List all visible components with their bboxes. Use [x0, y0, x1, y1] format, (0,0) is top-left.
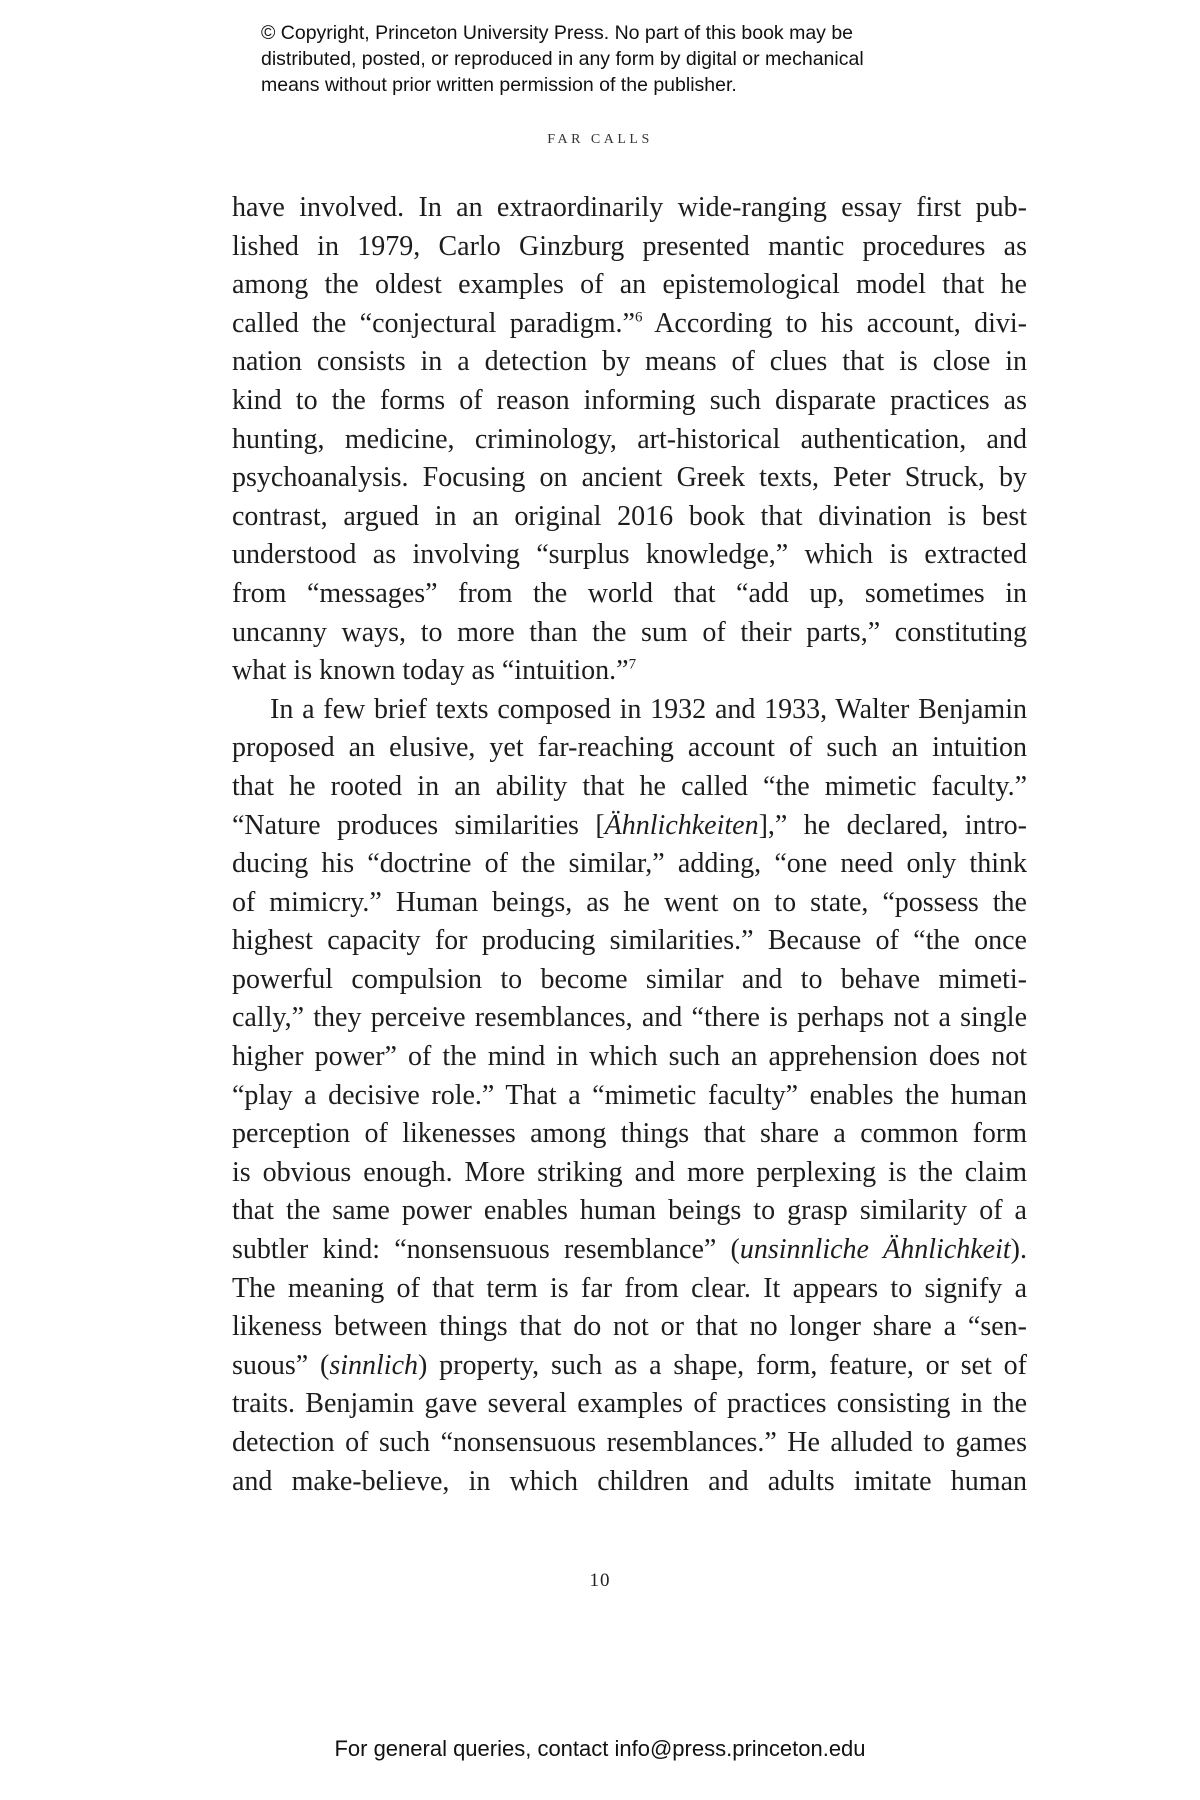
copyright-line: © Copyright, Princeton University Press. No part of this book may be	[261, 22, 854, 44]
text-line: proposed an elusive, yet far-reaching account of such an intuition	[232, 732, 1027, 764]
text-line: psychoanalysis. Focusing on ancient Greek texts, Peter Struck, by	[232, 462, 1027, 494]
text-line: ducing his “doctrine of the similar,” adding, “one need only think	[232, 848, 1027, 880]
italic-term: Ähnlichkeiten	[604, 809, 759, 841]
text-line: powerful compulsion to become similar and to behave mimeti-	[232, 963, 1027, 995]
text-line	[232, 807, 1027, 846]
page-number: 10	[589, 1570, 611, 1591]
text-line: higher power” of the mind in which such an apprehension does not	[232, 1041, 1027, 1073]
text-line: understood as involving “surplus knowledge,” which is extracted	[232, 539, 1027, 571]
text-line	[232, 305, 1027, 344]
running-head: FAR CALLS	[547, 132, 653, 147]
text-segment: subtler kind: “nonsensuous resemblance” (	[232, 1234, 740, 1266]
text-line: contrast, argued in an original 2016 book that divination is best	[232, 500, 1027, 532]
text-line	[232, 1231, 1027, 1270]
text-line: kind to the forms of reason informing such disparate practices as	[232, 384, 1027, 416]
text-line: cally,” they perceive resemblances, and “there is perhaps not a single	[232, 1002, 1027, 1034]
text-line: and make-believe, in which children and adults imitate human	[232, 1465, 1027, 1497]
footer-contact: For general queries, contact info@press.princeton.edu	[334, 1736, 866, 1761]
text-line	[232, 1347, 1027, 1386]
text-line: likeness between things that do not or that no longer share a “sen-	[232, 1311, 1027, 1343]
body-text	[232, 189, 1027, 1501]
text-line: uncanny ways, to more than the sum of their parts,” constituting	[232, 616, 1027, 648]
copyright-line: means without prior written permission of the publisher.	[261, 74, 737, 96]
text-line: highest capacity for producing similarities.” Because of “the once	[232, 925, 1027, 957]
text-line: have involved. In an extraordinarily wide-ranging essay first pub-	[232, 192, 1027, 223]
copyright-line: distributed, posted, or reproduced in any form by digital or mechanical	[261, 48, 864, 70]
text-segment: “Nature produces similarities [	[232, 809, 605, 841]
text-line: perception of likenesses among things that share a common form	[232, 1118, 1027, 1150]
text-line: hunting, medicine, criminology, art-historical authentication, and	[232, 423, 1027, 455]
text-segment: ).	[1010, 1234, 1027, 1266]
text-segment: According to his account, divi-	[642, 307, 1027, 339]
text-line: that he rooted in an ability that he called “the mimetic faculty.”	[232, 770, 1027, 802]
text-line: traits. Benjamin gave several examples of practices consisting in the	[232, 1388, 1027, 1420]
text-line: nation consists in a detection by means of clues that is close in	[232, 346, 1027, 378]
text-line: “play a decisive role.” That a “mimetic faculty” enables the human	[232, 1079, 1027, 1111]
text-line: among the oldest examples of an epistemological model that he	[232, 269, 1027, 301]
text-line: from “messages” from the world that “add up, sometimes in	[232, 577, 1027, 609]
italic-term: unsinnliche Ähnlichkeit	[739, 1234, 1011, 1266]
text-line: detection of such “nonsensuous resemblances.” He alluded to games	[232, 1427, 1027, 1458]
text-line: In a few brief texts composed in 1932 and 1933, Walter Benjamin	[270, 693, 1027, 725]
text-segment: what is known today as “intuition.”	[232, 655, 629, 687]
text-line	[232, 652, 1027, 691]
footnote-reference[interactable]: 6	[634, 309, 643, 326]
text-line: of mimicry.” Human beings, as he went on to state, “possess the	[232, 886, 1027, 918]
footnote-reference[interactable]: 7	[628, 656, 637, 673]
text-segment: called the “conjectural paradigm.”	[232, 307, 635, 339]
italic-term: sinnlich	[329, 1349, 419, 1381]
text-line: lished in 1979, Carlo Ginzburg presented mantic procedures as	[232, 230, 1027, 262]
text-line: is obvious enough. More striking and more perplexing is the claim	[232, 1156, 1027, 1188]
text-segment: ) property, such as a shape, form, feature, or set of	[418, 1349, 1027, 1381]
copyright-notice	[261, 20, 981, 98]
text-line: The meaning of that term is far from clear. It appears to signify a	[232, 1272, 1027, 1304]
text-line: that the same power enables human beings to grasp similarity of a	[232, 1195, 1027, 1227]
text-segment: suous” (	[232, 1349, 330, 1381]
text-segment: ],” he declared, intro-	[758, 809, 1028, 841]
